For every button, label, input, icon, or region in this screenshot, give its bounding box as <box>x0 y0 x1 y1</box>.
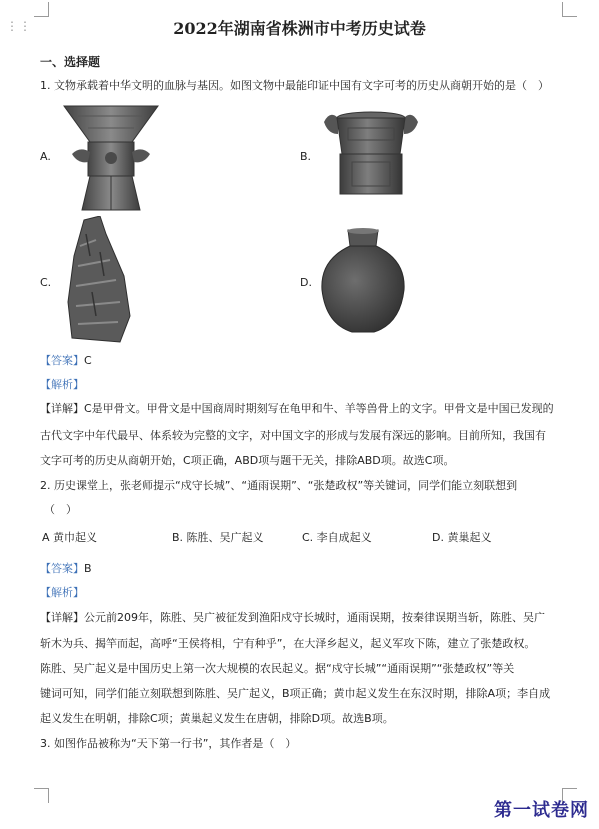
crop-mark-bottom-left <box>34 788 49 803</box>
q1-option-d-label[interactable]: D. <box>300 276 312 289</box>
q1-analysis-label: 【解析】 <box>40 378 84 391</box>
q1-option-b-label[interactable]: B. <box>300 150 312 163</box>
q2-option-c[interactable]: C. 李自成起义 <box>302 531 372 544</box>
bronze-zun-image <box>58 102 164 214</box>
detail-label: 【详解】 <box>40 402 84 415</box>
bronze-gui-image <box>322 104 420 196</box>
q2-detail-line-1 <box>40 611 545 625</box>
q2-option-b[interactable]: B. 陈胜、吴广起义 <box>172 531 264 544</box>
q1-detail-line-2: 古代文字中年代最早、体系较为完整的文字，对中国文字的形成与发展有深远的影响。目前所知，我国有 <box>40 429 546 442</box>
answer-value: C <box>84 354 92 367</box>
oracle-bone-image <box>66 216 132 344</box>
q2-answer <box>40 562 92 576</box>
q2-option-a[interactable]: A 黄巾起义 <box>42 531 98 544</box>
crop-mark-top-right <box>562 2 577 17</box>
answer-value: B <box>84 562 92 575</box>
q1-detail-line-3: 文字可考的历史从商朝开始，C项正确，ABD项与题干无关，排除ABD项。故选C项。 <box>40 454 455 467</box>
q2-detail-line-4: 键词可知，同学们能立刻联想到陈胜、吴广起义，B项正确；黄巾起义发生在东汉时期，排除A项；李自成 <box>40 687 551 700</box>
site-watermark: 第一试卷网 <box>494 800 589 821</box>
q2-detail-line-2: 斩木为兵、揭竿而起，高呼“王侯将相，宁有种乎”，在大泽乡起义，起义军攻下陈，建立了张楚政权。 <box>40 637 536 650</box>
q2-analysis-label: 【解析】 <box>40 586 84 599</box>
q1-detail-line-1 <box>40 402 554 416</box>
pottery-jar-image <box>318 228 408 336</box>
q2-detail-line-3: 陈胜、吴广起义是中国历史上第一次大规模的农民起义。据“戍守长城”“通雨误期”“张楚政权”等关 <box>40 662 515 675</box>
q2-detail-line-5: 起义发生在明朝，排除C项；黄巢起义发生在唐朝，排除D项。故选B项。 <box>40 712 394 725</box>
q2-stem-line-2: （ ） <box>44 503 77 516</box>
q1-answer <box>40 354 92 368</box>
answer-label: 【答案】 <box>40 562 84 575</box>
q2-stem-line-1: 2. 历史课堂上，张老师提示“戍守长城”、“通雨误期”、“张楚政权”等关键词，同学们能立刻联想到 <box>40 479 518 492</box>
q3-stem: 3. 如图作品被称为“天下第一行书”，其作者是（ ） <box>40 737 297 750</box>
q1-option-a-label[interactable]: A. <box>40 150 51 163</box>
detail-text: 公元前209年，陈胜、吴广被征发到渔阳戍守长城时，通雨误期，按秦律误期当斩，陈胜、吴广 <box>84 611 545 624</box>
q1-option-c-label[interactable]: C. <box>40 276 52 289</box>
detail-text: C是甲骨文。甲骨文是中国商周时期刻写在龟甲和牛、羊等兽骨上的文字。甲骨文是中国已发现的 <box>84 402 554 415</box>
q2-option-d[interactable]: D. 黄巢起义 <box>432 531 492 544</box>
crop-mark-top-left <box>34 2 49 17</box>
detail-label: 【详解】 <box>40 611 84 624</box>
q1-stem: 1. 文物承载着中华文明的血脉与基因。如图文物中最能印证中国有文字可考的历史从商朝开始的是（ ） <box>40 79 549 92</box>
drag-handle-icon[interactable]: ⋮⋮ <box>6 19 32 33</box>
section-heading: 一、选择题 <box>40 55 101 69</box>
page-title: 2022年湖南省株洲市中考历史试卷 <box>173 19 426 38</box>
answer-label: 【答案】 <box>40 354 84 367</box>
